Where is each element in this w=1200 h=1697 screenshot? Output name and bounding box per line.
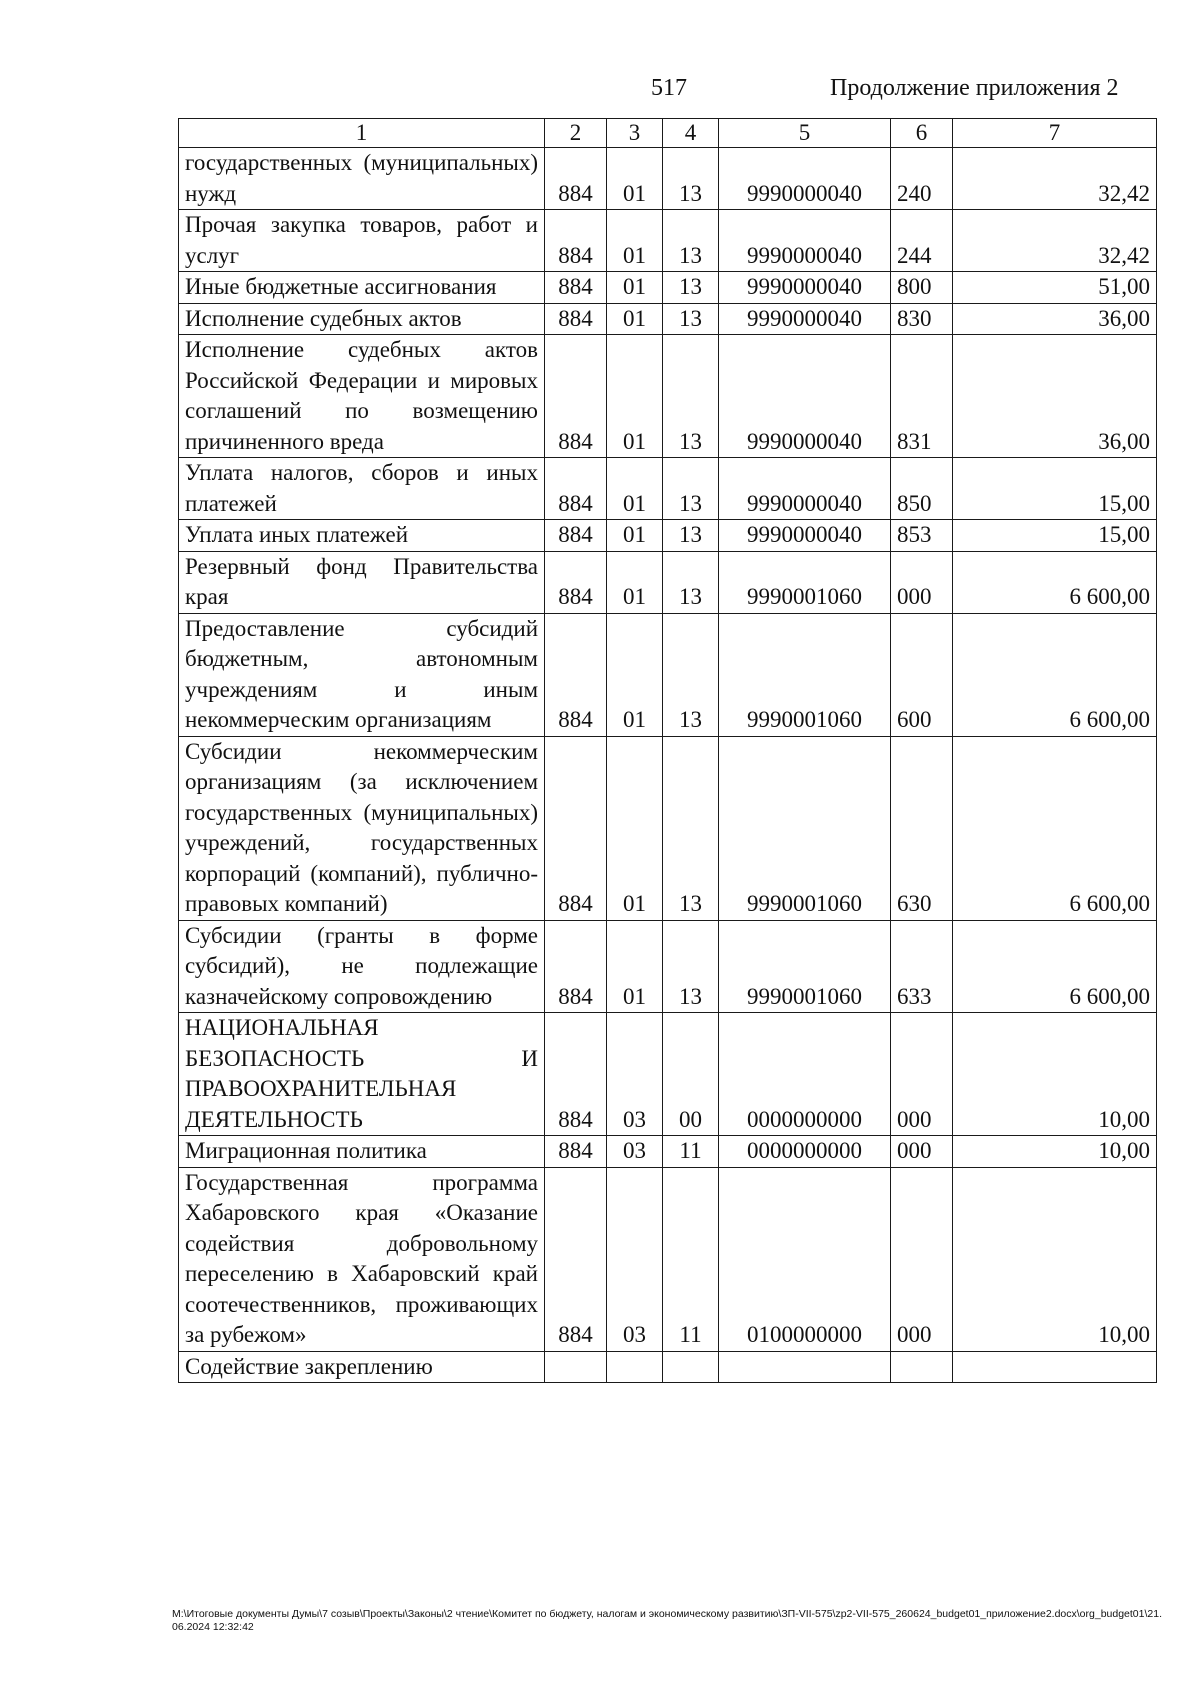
table-row xyxy=(179,1136,1157,1168)
table-row xyxy=(179,210,1157,272)
row-name: НАЦИОНАЛЬНАЯ БЕЗОПАСНОСТЬ И ПРАВООХРАНИТЕЛЬНАЯ ДЕЯТЕЛЬНОСТЬ xyxy=(179,1013,545,1136)
row-code-6: 000 xyxy=(891,1167,953,1351)
row-code-3 xyxy=(607,1351,663,1383)
row-code-2: 884 xyxy=(545,1013,607,1136)
column-header-6: 6 xyxy=(891,119,953,148)
column-header-4: 4 xyxy=(663,119,719,148)
row-name: Миграционная политика xyxy=(179,1136,545,1168)
row-code-6: 000 xyxy=(891,551,953,613)
row-code-4: 13 xyxy=(663,272,719,304)
page-number: 517 xyxy=(651,75,687,101)
table-row xyxy=(179,1167,1157,1351)
table-row xyxy=(179,335,1157,458)
row-code-6: 850 xyxy=(891,458,953,520)
row-code-5: 9990001060 xyxy=(719,551,891,613)
table-row xyxy=(179,551,1157,613)
footer-file-path: М:\Итоговые документы Думы\7 созыв\Проекты\Законы\2 чтение\Комитет по бюджету, налогам и экономическому развитию\ЗП-VII-575\zp2-VII-575_260624_budget01_приложение2.docx\org_budget01\21.06.2024 12:32:42 xyxy=(172,1608,1162,1633)
row-code-6: 831 xyxy=(891,335,953,458)
row-code-4: 13 xyxy=(663,613,719,736)
row-code-3: 01 xyxy=(607,551,663,613)
row-amount: 15,00 xyxy=(953,520,1157,552)
row-code-4: 13 xyxy=(663,458,719,520)
row-code-2: 884 xyxy=(545,210,607,272)
row-code-5: 9990000040 xyxy=(719,303,891,335)
row-code-3: 03 xyxy=(607,1167,663,1351)
row-code-4: 13 xyxy=(663,736,719,920)
row-code-2: 884 xyxy=(545,520,607,552)
row-code-6: 000 xyxy=(891,1013,953,1136)
row-name: Уплата налогов, сборов и иных платежей xyxy=(179,458,545,520)
row-name: Резервный фонд Правительства края xyxy=(179,551,545,613)
row-code-4: 13 xyxy=(663,920,719,1013)
row-code-2: 884 xyxy=(545,613,607,736)
row-code-4: 13 xyxy=(663,303,719,335)
row-code-5: 9990000040 xyxy=(719,148,891,210)
row-code-4: 13 xyxy=(663,148,719,210)
row-code-4: 00 xyxy=(663,1013,719,1136)
row-code-6: 630 xyxy=(891,736,953,920)
row-code-3: 03 xyxy=(607,1013,663,1136)
row-code-4: 13 xyxy=(663,335,719,458)
column-header-7: 7 xyxy=(953,119,1157,148)
row-code-6: 830 xyxy=(891,303,953,335)
row-code-5: 9990001060 xyxy=(719,613,891,736)
row-code-2: 884 xyxy=(545,335,607,458)
row-code-2 xyxy=(545,1351,607,1383)
row-code-5: 0000000000 xyxy=(719,1136,891,1168)
table-row xyxy=(179,520,1157,552)
row-code-6: 800 xyxy=(891,272,953,304)
row-amount: 32,42 xyxy=(953,148,1157,210)
row-name: Исполнение судебных актов xyxy=(179,303,545,335)
column-header-1: 1 xyxy=(179,119,545,148)
column-header-3: 3 xyxy=(607,119,663,148)
row-code-4: 13 xyxy=(663,210,719,272)
budget-table xyxy=(178,118,1157,1383)
row-amount: 6 600,00 xyxy=(953,920,1157,1013)
table-row xyxy=(179,272,1157,304)
row-code-4 xyxy=(663,1351,719,1383)
table-row xyxy=(179,1351,1157,1383)
continuation-title: Продолжение приложения 2 xyxy=(830,75,1119,101)
row-code-2: 884 xyxy=(545,736,607,920)
row-code-6: 244 xyxy=(891,210,953,272)
row-amount: 36,00 xyxy=(953,303,1157,335)
row-code-5: 9990000040 xyxy=(719,335,891,458)
row-code-3: 01 xyxy=(607,520,663,552)
row-code-5: 9990000040 xyxy=(719,272,891,304)
row-code-5: 9990000040 xyxy=(719,458,891,520)
row-code-5: 9990000040 xyxy=(719,210,891,272)
row-code-5: 0100000000 xyxy=(719,1167,891,1351)
row-code-6: 000 xyxy=(891,1136,953,1168)
row-code-5: 9990001060 xyxy=(719,920,891,1013)
row-amount: 6 600,00 xyxy=(953,551,1157,613)
table-row xyxy=(179,148,1157,210)
row-amount: 10,00 xyxy=(953,1136,1157,1168)
column-header-2: 2 xyxy=(545,119,607,148)
row-code-3: 01 xyxy=(607,210,663,272)
column-header-5: 5 xyxy=(719,119,891,148)
row-amount: 6 600,00 xyxy=(953,736,1157,920)
row-amount: 10,00 xyxy=(953,1013,1157,1136)
table-row xyxy=(179,303,1157,335)
row-code-2: 884 xyxy=(545,458,607,520)
table-body xyxy=(179,148,1157,1383)
row-code-6: 240 xyxy=(891,148,953,210)
row-code-2: 884 xyxy=(545,1167,607,1351)
row-code-4: 11 xyxy=(663,1167,719,1351)
table-row xyxy=(179,613,1157,736)
row-code-3: 01 xyxy=(607,458,663,520)
table-row xyxy=(179,1013,1157,1136)
table-row xyxy=(179,920,1157,1013)
row-name: Предоставление субсидий бюджетным, автономным учреждениям и иным некоммерческим организациям xyxy=(179,613,545,736)
row-code-6: 600 xyxy=(891,613,953,736)
row-code-5: 9990000040 xyxy=(719,520,891,552)
row-code-3: 01 xyxy=(607,736,663,920)
table-row xyxy=(179,736,1157,920)
row-code-2: 884 xyxy=(545,551,607,613)
row-code-2: 884 xyxy=(545,1136,607,1168)
row-code-5 xyxy=(719,1351,891,1383)
row-code-3: 03 xyxy=(607,1136,663,1168)
row-name: Иные бюджетные ассигнования xyxy=(179,272,545,304)
row-amount: 51,00 xyxy=(953,272,1157,304)
row-code-2: 884 xyxy=(545,272,607,304)
row-amount: 15,00 xyxy=(953,458,1157,520)
row-code-3: 01 xyxy=(607,613,663,736)
row-code-5: 9990001060 xyxy=(719,736,891,920)
row-name: Содействие закреплению xyxy=(179,1351,545,1383)
table-row xyxy=(179,458,1157,520)
row-code-3: 01 xyxy=(607,303,663,335)
row-name: Субсидии некоммерческим организациям (за исключением государственных (муниципальных) учреждений, государственных корпораций (компаний), публично-правовых компаний) xyxy=(179,736,545,920)
row-code-3: 01 xyxy=(607,335,663,458)
row-amount: 6 600,00 xyxy=(953,613,1157,736)
row-code-3: 01 xyxy=(607,920,663,1013)
row-name: Государственная программа Хабаровского края «Оказание содействия добровольному переселению в Хабаровский край соотечественников, проживающих за рубежом» xyxy=(179,1167,545,1351)
row-name: Уплата иных платежей xyxy=(179,520,545,552)
row-name: Исполнение судебных актов Российской Федерации и мировых соглашений по возмещению причиненного вреда xyxy=(179,335,545,458)
row-code-3: 01 xyxy=(607,272,663,304)
row-code-5: 0000000000 xyxy=(719,1013,891,1136)
table-header-row xyxy=(179,119,1157,148)
row-amount: 10,00 xyxy=(953,1167,1157,1351)
row-amount: 36,00 xyxy=(953,335,1157,458)
row-code-6 xyxy=(891,1351,953,1383)
row-code-4: 13 xyxy=(663,551,719,613)
row-code-4: 13 xyxy=(663,520,719,552)
row-code-3: 01 xyxy=(607,148,663,210)
row-name: государственных (муниципальных) нужд xyxy=(179,148,545,210)
row-amount xyxy=(953,1351,1157,1383)
row-code-6: 633 xyxy=(891,920,953,1013)
row-code-2: 884 xyxy=(545,148,607,210)
row-name: Субсидии (гранты в форме субсидий), не подлежащие казначейскому сопровождению xyxy=(179,920,545,1013)
row-amount: 32,42 xyxy=(953,210,1157,272)
row-code-2: 884 xyxy=(545,303,607,335)
row-code-6: 853 xyxy=(891,520,953,552)
row-name: Прочая закупка товаров, работ и услуг xyxy=(179,210,545,272)
row-code-4: 11 xyxy=(663,1136,719,1168)
row-code-2: 884 xyxy=(545,920,607,1013)
